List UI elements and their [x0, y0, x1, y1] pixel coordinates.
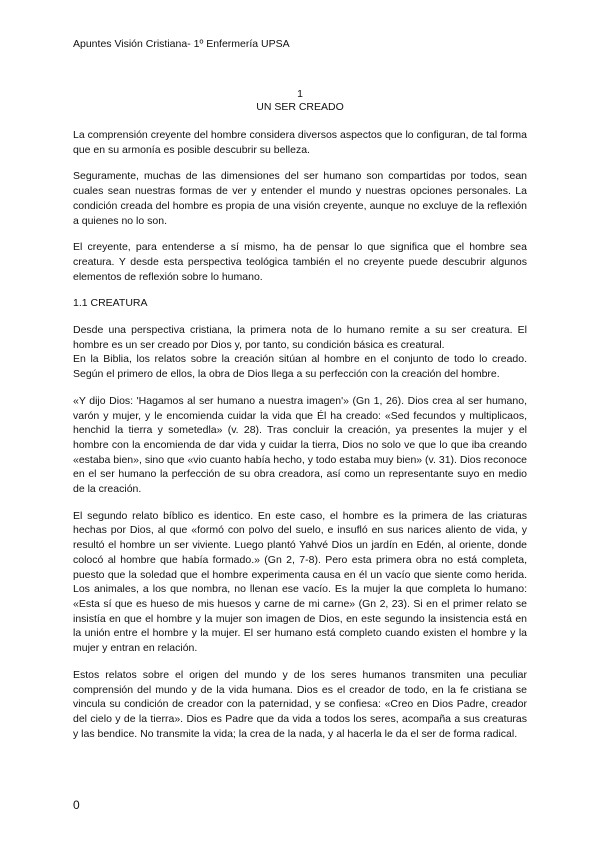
chapter-title: UN SER CREADO	[256, 101, 344, 113]
intro-paragraph-1: La comprensión creyente del hombre considera diversos aspectos que lo configuran, de tal forma que en su armonía es posible descubrir su belleza.	[73, 129, 527, 156]
chapter-number: 1	[297, 88, 303, 100]
intro-paragraph-2: Seguramente, muchas de las dimensiones del ser humano son compartidas por todos, sean cuales sean nuestras formas de ver y entender el mundo y nuestras opciones personales. La condición creada del hombre es propia de una visión creyente, aunque no excluye de la reflexión a quienes no lo son.	[73, 170, 527, 227]
section-paragraph-3: El segundo relato bíblico es identico. En este caso, el hombre es la primera de las criaturas hechas por Dios, al que «formó con polvo del suelo, e insufló en sus narices aliento de vida, y resultó el hombre un ser viviente. Luego plantó Yahvé Dios un jardín en Edén, al oriente, donde colocó al hombre que había formado.» (Gn 2, 7-8). Pero esta primera obra no está completa, puesto que la soledad que el hombre experimenta causa en él un vacío que siente como herida. Los animales, a los que nombra, no llenan ese vacío. Es la mujer la que completa lo humano: «Esta sí que es hueso de mis huesos y carne de mi carne» (Gn 2, 23). Si en el primer relato se insistía en que el hombre y la mujer son imagen de Dios, en este segundo la insistencia está en la unión entre el hombre y la mujer. El ser humano está completo cuando existen el hombre y la mujer y entran en relación.	[73, 509, 527, 655]
section-heading: 1.1 CREATURA	[73, 297, 148, 310]
intro-paragraph-3: El creyente, para entenderse a sí mismo, ha de pensar lo que significa que el hombre sea creatura. Y desde esta perspectiva teológica también el no creyente puede descubrir algunos elementos de reflexión sobre lo humano.	[73, 241, 527, 283]
section-paragraph-4: Estos relatos sobre el origen del mundo y de los seres humanos transmiten una peculiar comprensión del mundo y de la vida humana. Dios es el creador de todo, en la fe cristiana se vincula su condición de creador con la paternidad, y se confiesa: «Creo en Dios Padre, creador del cielo y de la tierra». Dios es Padre que da vida a todos los seres, acompaña a sus creaturas y las bendice. No transmite la vida; la crea de la nada, y al hacerla le da el ser de forma radical.	[73, 668, 527, 740]
chapter-heading	[0, 88, 600, 114]
section-paragraph-1b: En la Biblia, los relatos sobre la creación sitúan al hombre en el conjunto de todo lo creado. Según el primero de ellos, la obra de Dios llega a su perfección con la creación del hombre.	[73, 353, 527, 381]
section-paragraph-2: «Y dijo Dios: 'Hagamos al ser humano a nuestra imagen'» (Gn 1, 26). Dios crea al ser humano, varón y mujer, y le encomienda cuidar la vida que Él ha creado: «Sed fecundos y multiplicaos, henchid la tierra y sometedla» (v. 28). Tras concluir la creación, ya presentes la mujer y el hombre con la encomienda de dar vida y cuidar la tierra, Dios no solo ve que lo que iba creando «estaba bien», sino que «vio cuanto había hecho, y todo estaba muy bien» (v. 31). Dios reconoce en el ser humano la perfección de su obra creadora, así como un representante suyo en medio de la creación.	[73, 394, 527, 496]
section-paragraph-1a: Desde una perspectiva cristiana, la primera nota de lo humano remite a su ser creatura. El hombre es un ser creado por Dios y, por tanto, su condición básica es creatural.	[73, 324, 527, 351]
document-body	[73, 128, 527, 753]
running-header: Apuntes Visión Cristiana- 1º Enfermería UPSA	[73, 38, 290, 50]
page-number: 0	[73, 798, 80, 812]
